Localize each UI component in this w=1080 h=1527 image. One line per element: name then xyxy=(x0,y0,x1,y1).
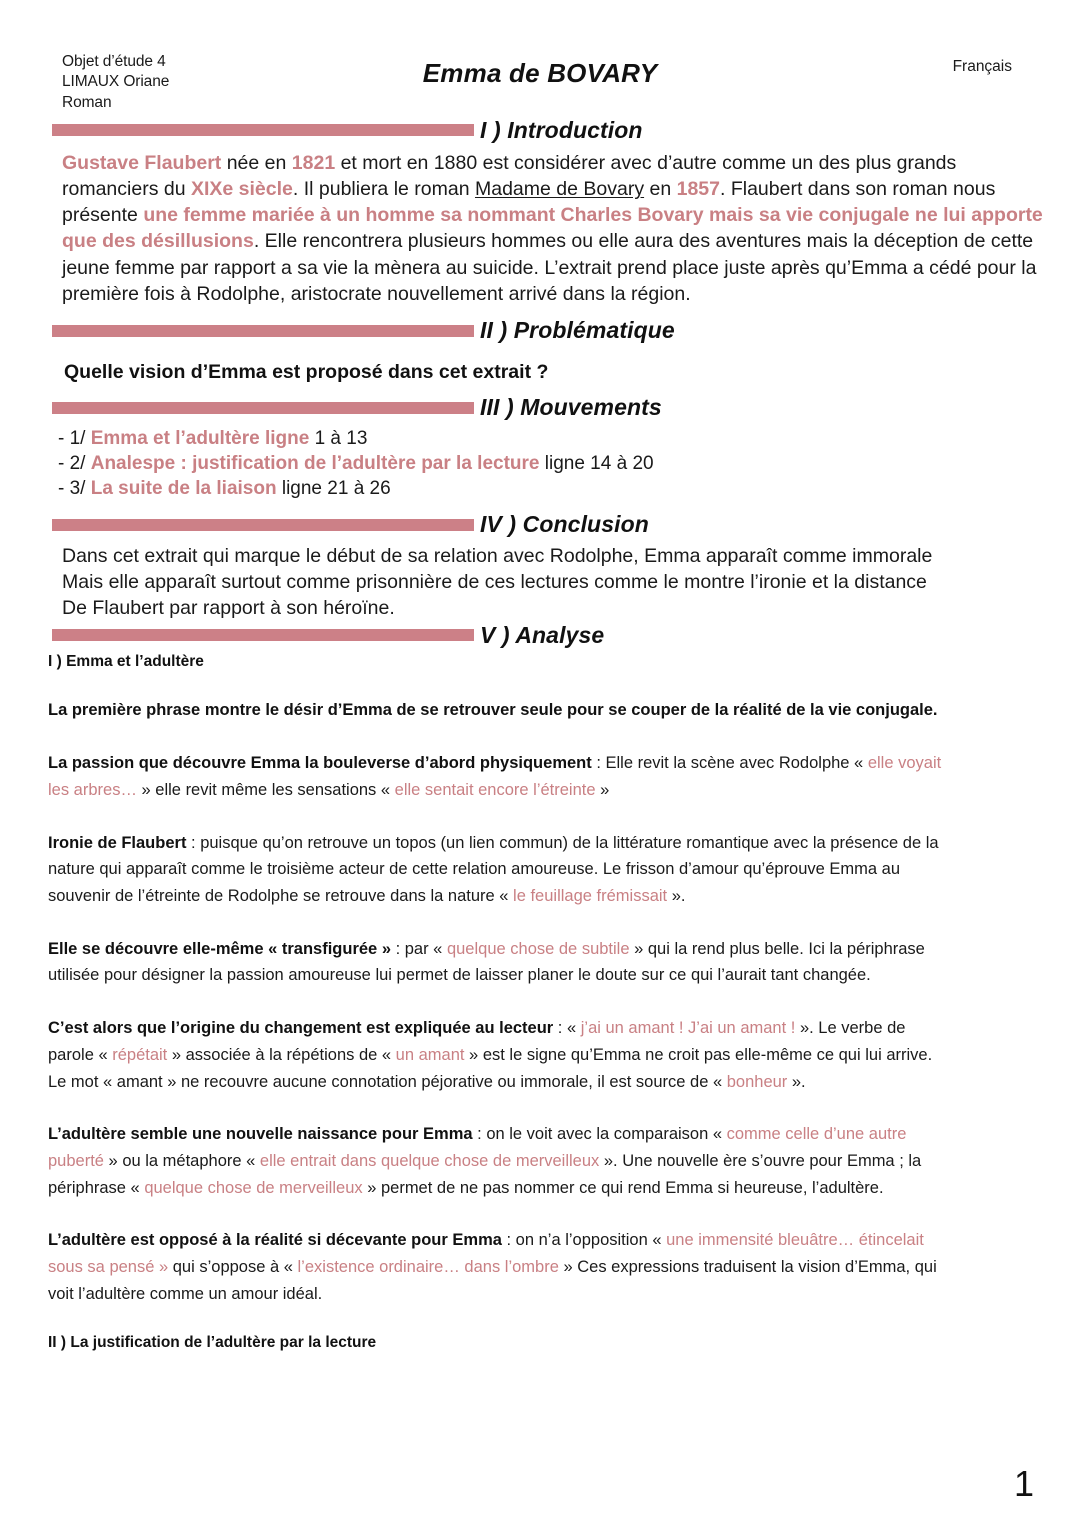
text-run-pink: le feuillage frémissait xyxy=(513,886,668,905)
introduction-paragraph xyxy=(62,150,1058,307)
text-run-pink: répétait xyxy=(112,1045,168,1064)
mouvement-title: Analespe : justification de l’adultère par la lecture xyxy=(90,452,540,474)
text-run-pink: une immensité bleuâtre… étincelait sous sa pensé » xyxy=(48,1231,924,1277)
analyse-paragraph-7 xyxy=(48,1227,948,1307)
section-rule-bar xyxy=(52,629,474,641)
analyse-paragraph-1 xyxy=(48,697,948,724)
text-run-pink-bold: 1857 xyxy=(676,178,720,201)
text-run-plain: . Elle rencontrera plusieurs hommes ou elle aura des aventures mais la déception de cette jeune femme par rapport a sa vie la mènera au suicide. L’extrait prend place juste après qu’Emma a cédé pour la première fois à Rodolphe, aristocrate nouvellement arrivé dans la région. xyxy=(62,230,1037,305)
section-heading-introduction xyxy=(40,116,1040,144)
text-run-bold: La première phrase montre le désir d’Emma de se retrouver seule pour se couper de la réalité de la vie conjugale. xyxy=(48,701,938,720)
text-run-plain: : on le voit avec la comparaison « xyxy=(472,1125,727,1144)
text-run-pink-bold: une femme mariée à un homme sa nommant Charles Bovary mais sa vie conjugale ne lui apporte que des désillusions xyxy=(62,204,1043,253)
text-run-pink: j’ai un amant ! J’ai un amant ! xyxy=(580,1019,796,1038)
problematique-question: Quelle vision d’Emma est proposé dans cet extrait ? xyxy=(64,360,549,383)
list-item xyxy=(58,476,1040,501)
text-run-plain: : puisque qu’on retrouve un topos (un lien commun) de la littérature romantique avec la présence de la nature qui apparaît comme le troisième acteur de cette relation amoureuse. Le frisson d’amour qu’éprouve Emma au souvenir de l’étreinte de Rodolphe se retrouve dans la nature « xyxy=(48,833,939,905)
section-heading-problematique xyxy=(40,317,1040,345)
text-run-plain: » qui la rend plus belle. Ici la périphrase utilisée pour désigner la passion amoureuse lui permet de laisser planer le doute sur ce qui l’aurait tant changée. xyxy=(48,939,925,985)
section-rule-bar xyxy=(52,325,474,337)
text-run-plain: » elle revit même les sensations « xyxy=(136,780,395,799)
section-rule-bar xyxy=(52,519,474,531)
text-run-plain: qui s’oppose à « xyxy=(168,1258,298,1277)
mouvement-prefix: - 1/ xyxy=(58,427,91,449)
spacer xyxy=(40,501,1040,511)
text-run-pink: quelque chose de merveilleux xyxy=(144,1178,363,1197)
conclusion-line: De Flaubert par rapport à son héroïne. xyxy=(62,597,395,620)
text-run-underline: Madame de Bovary xyxy=(474,178,645,201)
text-run-pink: elle voyait les arbres… xyxy=(48,754,942,799)
text-run-pink: un amant xyxy=(395,1045,465,1064)
section-heading-label: IV ) Conclusion xyxy=(480,511,649,538)
spacer xyxy=(40,307,1040,317)
analyse-paragraph-5 xyxy=(48,1015,948,1095)
text-run-pink-bold: 1821 xyxy=(291,152,336,174)
text-run-bold: C’est alors que l’origine du changement est expliquée au lecteur xyxy=(48,1019,554,1038)
text-run-plain: » Ces expressions traduisent la vision d’Emma, qui voit l’adultère comme un amour idéal. xyxy=(48,1258,937,1303)
text-run-pink-bold: Gustave Flaubert xyxy=(62,152,222,174)
meta-line-1: Objet d’étude 4 xyxy=(62,53,166,70)
list-item xyxy=(58,426,1040,451)
section-heading-mouvements xyxy=(40,394,1040,422)
conclusion-paragraph xyxy=(62,543,1058,621)
mouvement-title: Emma et l’adultère ligne xyxy=(90,427,310,449)
analyse-subheading-1: I ) Emma et l’adultère xyxy=(48,653,204,671)
analyse-paragraph-6 xyxy=(48,1121,948,1201)
text-run-bold: La passion que découvre Emma la bouleverse d’abord physiquement xyxy=(48,754,592,773)
mouvement-prefix: - 2/ xyxy=(58,452,91,474)
mouvement-prefix: - 3/ xyxy=(58,477,91,499)
text-run-plain: » est le signe qu’Emma ne croit pas elle-même ce qui lui arrive. Le mot « amant » ne recouvre aucune connotation péjorative ou immorale, il est source de « xyxy=(48,1045,933,1091)
text-run-plain: ». xyxy=(787,1072,806,1091)
text-run-pink: l’existence ordinaire… dans l’ombre xyxy=(297,1258,559,1277)
section-heading-label: I ) Introduction xyxy=(480,116,643,143)
text-run-bold: Ironie de Flaubert xyxy=(48,833,187,852)
text-run-plain: » xyxy=(595,780,610,799)
page-number: 1 xyxy=(1013,1463,1034,1504)
section-heading-label: V ) Analyse xyxy=(480,621,605,648)
text-run-plain: née en xyxy=(221,152,292,174)
text-run-plain: ». Le verbe de parole « xyxy=(48,1019,906,1064)
analyse-paragraph-4 xyxy=(48,936,948,989)
section-heading-analyse xyxy=(40,621,1040,649)
text-run-pink: comme celle d’une autre puberté xyxy=(48,1125,907,1170)
text-run-plain: : Elle revit la scène avec Rodolphe « xyxy=(591,754,868,773)
mouvement-lines: 1 à 13 xyxy=(309,427,368,449)
mouvement-title: La suite de la liaison xyxy=(90,477,277,499)
subject-label: Français xyxy=(952,58,1012,75)
text-run-plain: : par « xyxy=(391,939,447,958)
text-run-plain: . Flaubert dans son roman nous présente xyxy=(62,178,996,227)
meta-line-2: LIMAUX Oriane xyxy=(62,73,170,91)
analyse-paragraph-2 xyxy=(48,750,948,803)
analyse-paragraph-3 xyxy=(48,830,948,910)
text-run-plain: . Il publiera le roman xyxy=(292,178,475,201)
text-run-pink-bold: XIXe siècle xyxy=(190,178,293,201)
text-run-bold: L’adultère semble une nouvelle naissance pour Emma xyxy=(48,1125,473,1144)
page-header xyxy=(40,44,1040,116)
text-run-plain: : on n’a l’opposition « xyxy=(501,1231,667,1250)
text-run-plain: ». xyxy=(667,886,686,905)
text-run-pink: elle entrait dans quelque chose de merveilleux xyxy=(259,1151,600,1170)
conclusion-line: Mais elle apparaît surtout comme prisonnière de ces lectures comme le montre l’ironie et la distance xyxy=(62,571,927,594)
text-run-bold: Elle se découvre elle-même « transfigurée » xyxy=(48,939,391,958)
text-run-plain: en xyxy=(644,178,677,201)
mouvements-list xyxy=(58,426,1040,501)
conclusion-line: Dans cet extrait qui marque le début de sa relation avec Rodolphe, Emma apparaît comme immorale xyxy=(62,544,933,567)
list-item xyxy=(58,451,1040,476)
section-rule-bar xyxy=(52,402,474,414)
page-title: Emma de BOVARY xyxy=(422,58,658,88)
text-run-plain: et mort en 1880 est considérer avec d’autre comme un des plus grands romanciers du xyxy=(62,152,957,201)
text-run-bold: L’adultère est opposé à la réalité si décevante pour Emma xyxy=(48,1231,502,1250)
analyse-subheading-2: II ) La justification de l’adultère par la lecture xyxy=(48,1333,377,1351)
meta-line-3: Roman xyxy=(62,93,112,111)
text-run-plain: » associée à la répétions de « xyxy=(167,1045,396,1064)
section-heading-label: III ) Mouvements xyxy=(480,394,662,421)
section-rule-bar xyxy=(52,124,474,136)
text-run-pink: quelque chose de subtile xyxy=(446,939,630,958)
spacer xyxy=(40,384,1040,394)
text-run-plain: ». Une nouvelle ère s’ouvre pour Emma ; la périphrase « xyxy=(48,1151,922,1197)
mouvement-lines: ligne 21 à 26 xyxy=(276,477,391,499)
text-run-pink: elle sentait encore l’étreinte xyxy=(394,780,596,799)
section-heading-conclusion xyxy=(40,511,1040,539)
text-run-pink: bonheur xyxy=(726,1072,788,1091)
text-run-plain: » ou la métaphore « xyxy=(103,1151,260,1170)
text-run-plain: : « xyxy=(553,1019,581,1038)
mouvement-lines: ligne 14 à 20 xyxy=(539,452,654,474)
section-heading-label: II ) Problématique xyxy=(480,317,675,344)
text-run-plain: » permet de ne pas nommer ce qui rend Emma si heureuse, l’adultère. xyxy=(362,1178,884,1197)
